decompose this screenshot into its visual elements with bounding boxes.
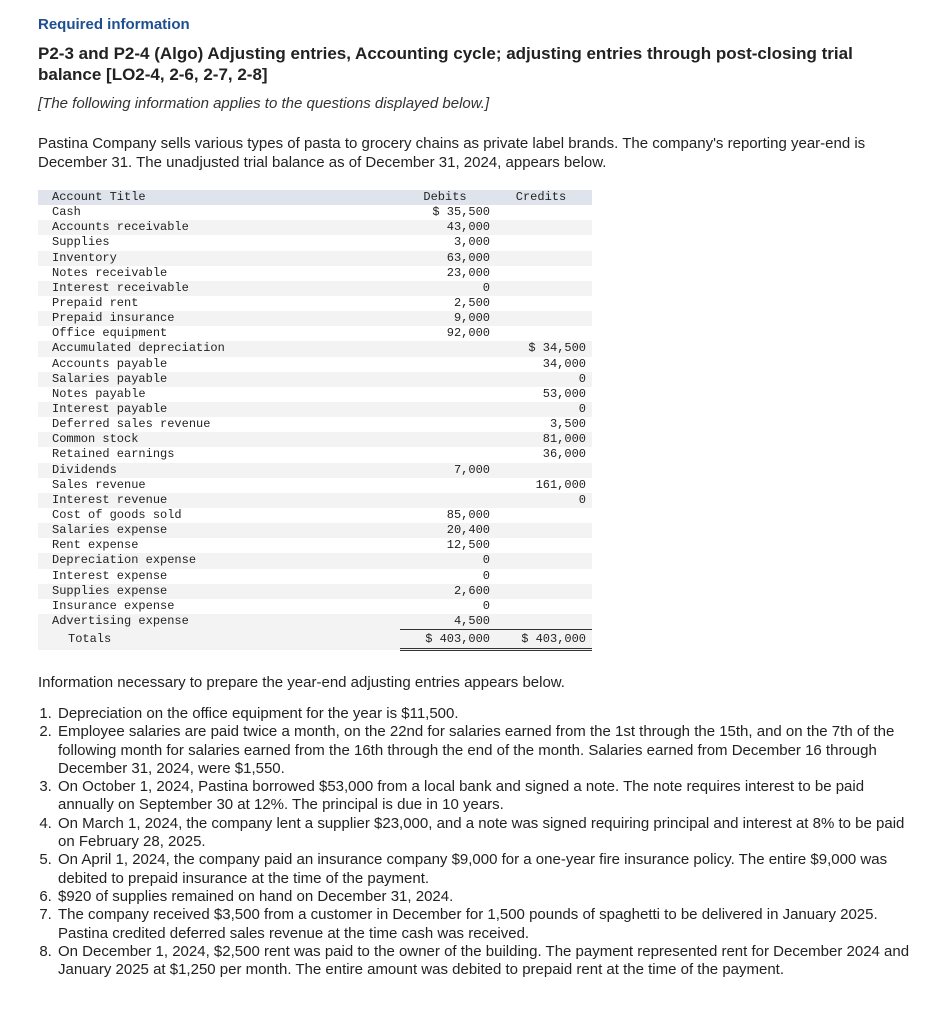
table-row (38, 205, 592, 220)
problem-title: P2-3 and P2-4 (Algo) Adjusting entries, Accounting cycle; adjusting entries through post-closing trial balance [LO2-4, 2-6, 2-7, 2-8] (38, 44, 853, 84)
adjustment-item: 6. $920 of supplies remained on hand on December 31, 2024. (56, 888, 916, 906)
account-title-cell: Office equipment (52, 326, 168, 341)
totals-row (38, 630, 592, 650)
debit-value-cell (400, 387, 496, 402)
debit-value-cell: 2,500 (453, 296, 490, 311)
account-title-cell: Retained earnings (52, 447, 175, 462)
credit-value-cell (496, 266, 592, 281)
account-title-cell: Notes payable (52, 386, 146, 401)
credit-value-cell: 0 (496, 402, 592, 417)
credit-value-cell: 3,500 (549, 417, 586, 432)
credit-value-cell (496, 614, 592, 630)
debit-value-cell: 85,000 (446, 508, 490, 523)
account-title-cell: Supplies expense (38, 584, 400, 599)
debit-value-cell: 7,000 (400, 463, 496, 478)
intro-paragraph: Pastina Company sells various types of pasta to grocery chains as private label brands. The company's reporting year-end is December 31. The unadjusted trial balance as of December 31, 2024, appears below. (38, 135, 866, 171)
debit-value-cell (400, 402, 496, 417)
account-title-cell: Interest expense (52, 568, 168, 583)
adjustment-item: 4. On March 1, 2024, the company lent a supplier $23,000, and a note was signed requiring principal and interest at 8% to be paid on February 28, 2025. (56, 815, 916, 852)
table-row (38, 614, 592, 630)
credit-value-cell: 81,000 (496, 432, 592, 447)
credit-value-cell (496, 296, 592, 311)
table-row (38, 432, 592, 447)
info-heading: Information necessary to prepare the year-end adjusting entries appears below. (38, 674, 565, 691)
account-title-cell: Notes receivable (52, 265, 168, 280)
adjustment-item: 1. Depreciation on the office equipment for the year is $11,500. (56, 705, 916, 723)
credit-value-cell (496, 220, 592, 235)
account-title-cell: Inventory (38, 251, 400, 266)
debit-value-cell: 23,000 (446, 265, 490, 280)
table-row (38, 281, 592, 296)
credit-value-cell (496, 599, 592, 614)
table-row (38, 553, 592, 568)
account-title-cell: Interest revenue (38, 493, 400, 508)
table-row (38, 372, 592, 387)
adjustment-item: 8. On December 1, 2024, $2,500 rent was paid to the owner of the building. The payment represented rent for December 2024 and January 2025 at $1,250 per month. The entire amount was debited to prepaid rent at the time of the payment. (56, 943, 916, 980)
table-row (38, 326, 592, 341)
debit-value-cell: 43,000 (400, 220, 496, 235)
required-information-label: Required information (38, 16, 190, 33)
account-title-cell: Accounts payable (52, 356, 168, 371)
applies-note: [The following information applies to the questions displayed below.] (38, 95, 490, 112)
debit-value-cell: 0 (400, 281, 496, 296)
table-row (38, 493, 592, 508)
debit-value-cell (400, 417, 496, 432)
credit-value-cell (496, 538, 592, 553)
table-row (38, 584, 592, 599)
account-title-cell: Cost of goods sold (52, 508, 182, 523)
credit-value-cell: 53,000 (542, 386, 586, 401)
adjustment-item: 5. On April 1, 2024, the company paid an insurance company $9,000 for a one-year fire insurance policy. The entire $9,000 was debited to prepaid insurance at the time of the payment. (56, 851, 916, 888)
account-title-cell: Deferred sales revenue (52, 417, 211, 432)
debit-value-cell: 63,000 (400, 251, 496, 266)
debit-value-cell: 0 (400, 553, 496, 568)
debit-value-cell (400, 372, 496, 387)
table-row (38, 402, 592, 417)
table-row (38, 296, 592, 311)
credit-value-cell (496, 326, 592, 341)
credit-value-cell (496, 569, 592, 584)
debit-value-cell: 0 (482, 568, 490, 583)
credit-value-cell: $ 34,500 (496, 341, 592, 356)
account-title-cell: Interest receivable (38, 281, 400, 296)
credit-value-cell (496, 553, 592, 568)
account-title-cell: Accumulated depreciation (38, 341, 400, 356)
debit-value-cell: 12,500 (446, 538, 490, 553)
table-row (38, 235, 592, 250)
table-row (38, 251, 592, 266)
credit-value-cell (496, 508, 592, 523)
debit-value-cell: $ 35,500 (432, 205, 490, 220)
account-title-cell: Sales revenue (52, 477, 146, 492)
account-title-cell: Prepaid insurance (38, 311, 400, 326)
total-credits: $ 403,000 (496, 630, 592, 650)
debit-value-cell: 2,600 (400, 584, 496, 599)
account-title-cell: Supplies (52, 235, 110, 250)
debit-value-cell (400, 357, 496, 372)
total-debits: $ 403,000 (400, 630, 496, 650)
debit-value-cell: 20,400 (400, 523, 496, 538)
account-title-cell: Depreciation expense (38, 553, 400, 568)
table-row (38, 569, 592, 584)
table-header (38, 190, 592, 205)
credit-value-cell (496, 281, 592, 296)
account-title-cell: Accounts receivable (38, 220, 400, 235)
credit-value-cell (496, 235, 592, 250)
account-title-cell: Interest payable (38, 402, 400, 417)
debit-value-cell (400, 432, 496, 447)
trial-balance-table (38, 190, 592, 651)
debit-value-cell: 0 (482, 598, 490, 613)
header-credits: Credits (496, 190, 592, 205)
table-row (38, 463, 592, 478)
table-row (38, 523, 592, 538)
credit-value-cell (496, 523, 592, 538)
credit-value-cell (496, 584, 592, 599)
debit-value-cell (400, 447, 496, 462)
table-row (38, 538, 592, 553)
debit-value-cell: 4,500 (400, 614, 496, 630)
adjustment-item: 7. The company received $3,500 from a customer in December for 1,500 pounds of spaghetti to be delivered in January 2025. Pastina credited deferred sales revenue at the time cash was received. (56, 906, 916, 943)
account-title-cell: Advertising expense (38, 614, 400, 630)
table-row (38, 220, 592, 235)
debit-value-cell: 92,000 (446, 326, 490, 341)
account-title-cell: Rent expense (52, 538, 139, 553)
adjustment-list (38, 705, 916, 979)
account-title-cell: Dividends (38, 463, 400, 478)
account-title-cell: Salaries payable (38, 372, 400, 387)
credit-value-cell: 0 (496, 372, 592, 387)
debit-value-cell (400, 478, 496, 493)
table-row (38, 311, 592, 326)
table-row (38, 508, 592, 523)
adjustment-item: 2. Employee salaries are paid twice a month, on the 22nd for salaries earned from the 1st through the 15th, and on the 7th of the following month for salaries earned from the 16th through the end of the month. Salaries earned from December 16 through December 31, 2024, were $1,550. (56, 723, 916, 778)
credit-value-cell: 34,000 (542, 356, 586, 371)
header-account-title: Account Title (38, 190, 400, 205)
table-row (38, 387, 592, 402)
table-row (38, 357, 592, 372)
debit-value-cell: 9,000 (400, 311, 496, 326)
table-row (38, 599, 592, 614)
debit-value-cell (400, 341, 496, 356)
account-title-cell: Insurance expense (52, 598, 175, 613)
account-title-cell: Salaries expense (38, 523, 400, 538)
table-row (38, 417, 592, 432)
debit-value-cell (400, 493, 496, 508)
totals-label: Totals (38, 630, 400, 650)
credit-value-cell: 161,000 (535, 477, 586, 492)
account-title-cell: Prepaid rent (52, 296, 139, 311)
table-row (38, 478, 592, 493)
adjustment-item: 3. On October 1, 2024, Pastina borrowed $53,000 from a local bank and signed a note. The note requires interest to be paid annually on September 30 at 12%. The principal is due in 10 years. (56, 778, 916, 815)
credit-value-cell (496, 205, 592, 220)
credit-value-cell (496, 251, 592, 266)
credit-value-cell (496, 311, 592, 326)
credit-value-cell (496, 463, 592, 478)
credit-value-cell: 36,000 (542, 447, 586, 462)
account-title-cell: Cash (52, 205, 81, 220)
table-row (38, 341, 592, 356)
debit-value-cell: 3,000 (453, 235, 490, 250)
credit-value-cell: 0 (496, 493, 592, 508)
table-row (38, 266, 592, 281)
table-row (38, 447, 592, 462)
header-debits: Debits (400, 190, 496, 205)
account-title-cell: Common stock (38, 432, 400, 447)
